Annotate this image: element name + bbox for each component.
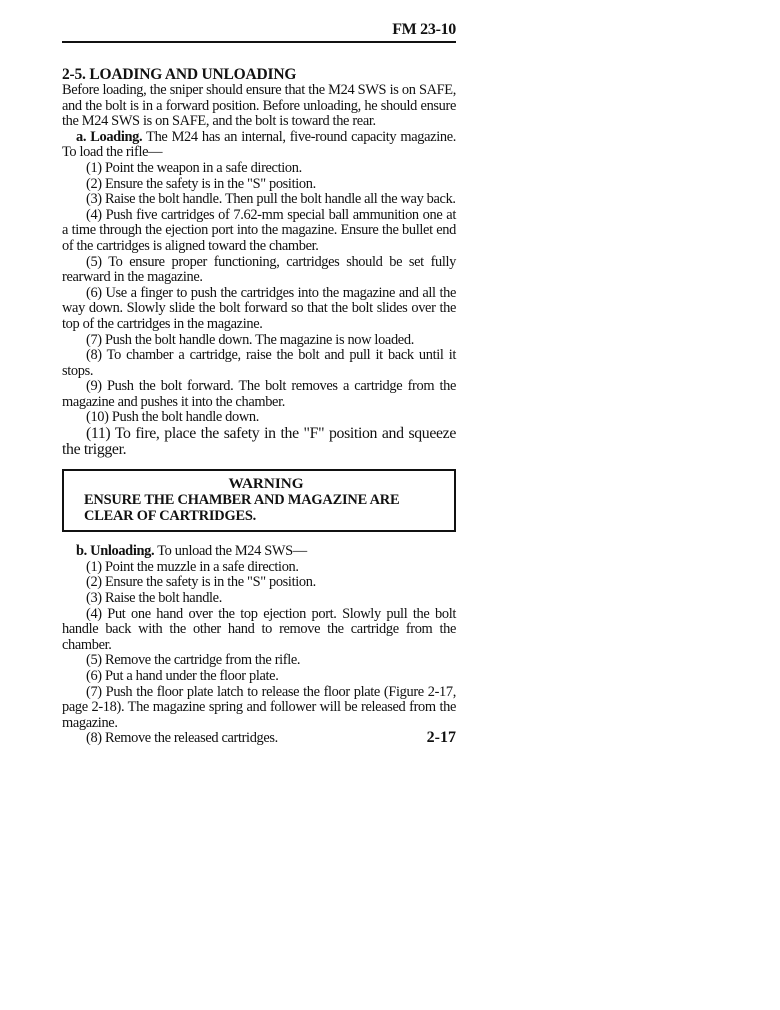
unloading-step: (8) Remove the released cartridges. [86, 730, 278, 747]
loading-intro: The M24 has an internal, five-round capacity magazine. To load the rifle— [62, 128, 456, 161]
unloading-paragraph [62, 544, 456, 560]
loading-step: (9) Push the bolt forward. The bolt removes a cartridge from the magazine and pushes it into the chamber. [62, 378, 456, 410]
loading-step: (10) Push the bolt handle down. [86, 409, 260, 426]
page-header [62, 21, 456, 43]
loading-step: (4) Push five cartridges of 7.62-mm special ball ammunition one at a time through the ejection port into the magazine. Ensure the bullet end of the cartridges is aligned toward the chamber. [62, 206, 456, 254]
warning-text: ENSURE THE CHAMBER AND MAGAZINE ARE CLEAR OF CARTRIDGES. [84, 492, 400, 525]
page-content [62, 66, 456, 747]
unloading-step: (5) Remove the cartridge from the rifle. [86, 652, 301, 669]
unloading-step: (3) Raise the bolt handle. [86, 590, 222, 607]
document-page [62, 0, 456, 1010]
page-number: 2-17 [426, 729, 456, 746]
section-heading: 2-5. LOADING AND UNLOADING [62, 66, 297, 83]
document-id: FM 23-10 [392, 21, 456, 38]
loading-step: (8) To chamber a cartridge, raise the bolt and pull it back until it stops. [62, 347, 456, 379]
warning-title: WARNING [228, 475, 304, 493]
loading-step: (3) Raise the bolt handle. Then pull the bolt handle all the way back. [86, 191, 456, 208]
loading-step: (7) Push the bolt handle down. The magazine is now loaded. [86, 331, 414, 348]
loading-label: a. Loading. [76, 128, 143, 145]
unloading-step: (6) Put a hand under the floor plate. [86, 668, 279, 684]
loading-step: (5) To ensure proper functioning, cartridges should be set fully rearward in the magazine. [62, 253, 456, 286]
loading-step: (2) Ensure the safety is in the "S" position. [86, 175, 316, 192]
unloading-intro: To unload the M24 SWS— [157, 543, 307, 560]
loading-step: (6) Use a finger to push the cartridges into the magazine and all the way down. Slowly slide the bolt forward so that the bolt slides over the top of the cartridges in the magazine. [62, 284, 456, 332]
warning-box [62, 469, 456, 532]
loading-paragraph [62, 130, 456, 161]
unloading-step: (2) Ensure the safety is in the "S" position. [86, 574, 316, 591]
section-intro: Before loading, the sniper should ensure that the M24 SWS is on SAFE, and the bolt is in a forward position. Before unloading, he should ensure the M24 SWS is on SAFE, and the bolt is toward the rear. [62, 82, 456, 130]
loading-step: (1) Point the weapon in a safe direction. [86, 159, 302, 176]
unloading-step: (1) Point the muzzle in a safe direction. [86, 558, 299, 575]
loading-step: (11) To fire, place the safety in the "F" position and squeeze the trigger. [62, 425, 456, 458]
unloading-step: (4) Put one hand over the top ejection port. Slowly pull the bolt handle back with the other hand to remove the cartridge from the chamber. [62, 605, 456, 653]
unloading-step: (7) Push the floor plate latch to release the floor plate (Figure 2-17, page 2-18). The magazine spring and follower will be released from the magazine. [62, 683, 456, 731]
unloading-label: b. Unloading. [76, 543, 155, 560]
